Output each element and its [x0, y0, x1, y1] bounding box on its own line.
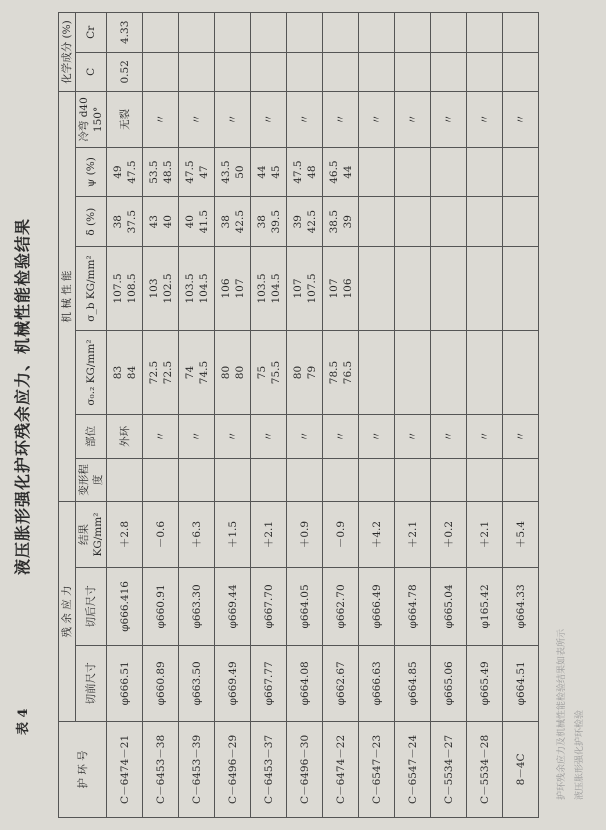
cell-bend: 〃: [143, 92, 179, 148]
cell-before: φ664.85: [395, 645, 431, 721]
cell-cr: [215, 13, 251, 53]
cell-c: [251, 52, 287, 91]
table-row: [215, 13, 251, 818]
cell-sb: [395, 246, 431, 330]
cell-sb: [503, 246, 539, 330]
cell-before: φ662.67: [323, 645, 359, 721]
header-psi: ψ (%): [76, 147, 107, 197]
cell-delta: 38.5 39: [323, 197, 359, 247]
cell-delta: [395, 197, 431, 247]
cell-s02: 80 80: [215, 331, 251, 415]
table-row: [323, 13, 359, 818]
cell-s02: [503, 331, 539, 415]
cell-psi: [395, 147, 431, 197]
cell-deform: [143, 458, 179, 502]
results-table: [58, 12, 539, 818]
cell-deform: [287, 458, 323, 502]
cell-after: φ664.33: [503, 567, 539, 645]
cell-before: φ665.06: [431, 645, 467, 721]
cell-result: ＋2.8: [107, 502, 143, 568]
cell-ring: C－6453－38: [143, 721, 179, 817]
cell-delta: [359, 197, 395, 247]
header-ring-no: 护 环 号: [59, 721, 107, 817]
cell-cr: [323, 13, 359, 53]
cell-psi: 49 47.5: [107, 147, 143, 197]
cell-psi: 46.5 44: [323, 147, 359, 197]
cell-ring: C－6453－37: [251, 721, 287, 817]
cell-result: ＋6.3: [179, 502, 215, 568]
cell-position: 〃: [431, 415, 467, 459]
cell-c: [323, 52, 359, 91]
cell-sb: 107 106: [323, 246, 359, 330]
cell-ring: C－6496－30: [287, 721, 323, 817]
cell-sb: 107 107.5: [287, 246, 323, 330]
cell-bend: 〃: [251, 92, 287, 148]
margin-line: 液压胀形强化护环检验: [575, 709, 585, 800]
cell-position: 外环: [107, 415, 143, 459]
header-cr: Cr: [76, 13, 107, 53]
cell-after: φ663.30: [179, 567, 215, 645]
cell-ring: C－5534－27: [431, 721, 467, 817]
cell-position: 〃: [359, 415, 395, 459]
cell-position: 〃: [143, 415, 179, 459]
cell-delta: [431, 197, 467, 247]
cell-s02: 75 75.5: [251, 331, 287, 415]
cell-result: ＋4.2: [359, 502, 395, 568]
cell-delta: 40 41.5: [179, 197, 215, 247]
cell-ring: C－5534－28: [467, 721, 503, 817]
cell-psi: 47.5 48: [287, 147, 323, 197]
cell-position: 〃: [323, 415, 359, 459]
cell-c: [143, 52, 179, 91]
cell-position: 〃: [395, 415, 431, 459]
cell-bend: 〃: [431, 92, 467, 148]
cell-cr: [179, 13, 215, 53]
header-c: C: [76, 52, 107, 91]
margin-line: 护环残余应力及机械性能检验结果如表所示: [557, 628, 567, 800]
cell-delta: [503, 197, 539, 247]
cell-ring: C－6453－39: [179, 721, 215, 817]
cell-before: φ663.50: [179, 645, 215, 721]
cell-after: φ165.42: [467, 567, 503, 645]
cell-psi: [503, 147, 539, 197]
cell-c: [503, 52, 539, 91]
table-number: 表 4: [16, 708, 31, 735]
cell-delta: 38 37.5: [107, 197, 143, 247]
table-row: [395, 13, 431, 818]
cell-deform: [467, 458, 503, 502]
cell-before: φ665.49: [467, 645, 503, 721]
cell-before: φ666.63: [359, 645, 395, 721]
cell-bend: 无裂: [107, 92, 143, 148]
cell-after: φ666.416: [107, 567, 143, 645]
cell-deform: [359, 458, 395, 502]
table-row: [467, 13, 503, 818]
cell-cr: [143, 13, 179, 53]
cell-before: φ669.49: [215, 645, 251, 721]
cell-s02: 74 74.5: [179, 331, 215, 415]
header-sigmab: σ_b KG/mm²: [76, 246, 107, 330]
cell-deform: [323, 458, 359, 502]
table-row: [431, 13, 467, 818]
cell-after: φ667.70: [251, 567, 287, 645]
cell-cr: [467, 13, 503, 53]
cell-deform: [251, 458, 287, 502]
cell-s02: [359, 331, 395, 415]
cell-position: 〃: [215, 415, 251, 459]
cell-position: 〃: [503, 415, 539, 459]
cell-position: 〃: [287, 415, 323, 459]
cell-bend: 〃: [359, 92, 395, 148]
table-row: [179, 13, 215, 818]
cell-delta: 39 42.5: [287, 197, 323, 247]
cell-c: 0.52: [107, 52, 143, 91]
cell-after: φ666.49: [359, 567, 395, 645]
cell-result: ＋2.1: [395, 502, 431, 568]
cell-s02: [395, 331, 431, 415]
cell-cr: [395, 13, 431, 53]
cell-after: φ664.05: [287, 567, 323, 645]
cell-c: [215, 52, 251, 91]
cell-result: ＋2.1: [251, 502, 287, 568]
cell-bend: 〃: [395, 92, 431, 148]
cell-c: [359, 52, 395, 91]
cell-deform: [395, 458, 431, 502]
cell-before: φ664.51: [503, 645, 539, 721]
header-position: 部位: [76, 415, 107, 459]
cell-ring: 8－4C: [503, 721, 539, 817]
cell-psi: [359, 147, 395, 197]
cell-result: ＋5.4: [503, 502, 539, 568]
cell-result: ＋0.9: [287, 502, 323, 568]
header-residual-stress: 残 余 应 力: [59, 502, 76, 722]
cell-psi: 47.5 47: [179, 147, 215, 197]
faded-margin-text: [548, 0, 606, 830]
cell-cr: [503, 13, 539, 53]
cell-s02: [431, 331, 467, 415]
cell-result: ＋0.2: [431, 502, 467, 568]
cell-sb: 107.5 108.5: [107, 246, 143, 330]
cell-bend: 〃: [467, 92, 503, 148]
header-deform-degree: 变形程度: [76, 458, 107, 502]
cell-deform: [431, 458, 467, 502]
cell-c: [179, 52, 215, 91]
cell-sb: [359, 246, 395, 330]
header-sigma02: σ₀.₂ KG/mm²: [76, 331, 107, 415]
header-after-size: 切后尺寸: [76, 567, 107, 645]
header-before-size: 切前尺寸: [76, 645, 107, 721]
cell-position: 〃: [251, 415, 287, 459]
cell-deform: [215, 458, 251, 502]
cell-after: φ660.91: [143, 567, 179, 645]
cell-ring: C－6547－24: [395, 721, 431, 817]
cell-delta: 38 39.5: [251, 197, 287, 247]
cell-before: φ667.77: [251, 645, 287, 721]
cell-psi: [467, 147, 503, 197]
cell-sb: 103.5 104.5: [251, 246, 287, 330]
header-delta: δ (%): [76, 197, 107, 247]
table-row: [143, 13, 179, 818]
cell-s02: [467, 331, 503, 415]
cell-bend: 〃: [215, 92, 251, 148]
cell-psi: [431, 147, 467, 197]
cell-cr: [251, 13, 287, 53]
cell-result: －0.6: [143, 502, 179, 568]
cell-s02: 83 84: [107, 331, 143, 415]
cell-c: [287, 52, 323, 91]
cell-bend: 〃: [503, 92, 539, 148]
cell-position: 〃: [467, 415, 503, 459]
cell-before: φ660.89: [143, 645, 179, 721]
table-row: [359, 13, 395, 818]
cell-before: φ666.51: [107, 645, 143, 721]
cell-sb: 103 102.5: [143, 246, 179, 330]
cell-position: 〃: [179, 415, 215, 459]
cell-result: －0.9: [323, 502, 359, 568]
header-chem: 化学成分 (%): [59, 13, 76, 92]
cell-after: φ662.70: [323, 567, 359, 645]
cell-after: φ669.44: [215, 567, 251, 645]
cell-sb: 106 107: [215, 246, 251, 330]
cell-s02: 78.5 76.5: [323, 331, 359, 415]
header-mechanical: 机 械 性 能: [59, 92, 76, 502]
cell-bend: 〃: [179, 92, 215, 148]
cell-c: [431, 52, 467, 91]
table-title: 液压胀形强化护环残余应力、机械性能检验结果: [13, 217, 32, 575]
cell-ring: C－6547－23: [359, 721, 395, 817]
table-caption: [0, 0, 60, 830]
cell-c: [467, 52, 503, 91]
cell-ring: C－6496－29: [215, 721, 251, 817]
table-row: [287, 13, 323, 818]
cell-sb: 103.5 104.5: [179, 246, 215, 330]
cell-s02: 72.5 72.5: [143, 331, 179, 415]
cell-delta: 38 42.5: [215, 197, 251, 247]
cell-c: [395, 52, 431, 91]
table-row: [503, 13, 539, 818]
cell-psi: 53.5 48.5: [143, 147, 179, 197]
cell-cr: 4.33: [107, 13, 143, 53]
header-result: 结果 KG/mm²: [76, 502, 107, 568]
cell-after: φ665.04: [431, 567, 467, 645]
cell-deform: [107, 458, 143, 502]
table-row: [251, 13, 287, 818]
cell-sb: [431, 246, 467, 330]
cell-bend: 〃: [323, 92, 359, 148]
cell-psi: 43.5 50: [215, 147, 251, 197]
header-bend: 冷弯 d40 150°: [76, 92, 107, 148]
cell-bend: 〃: [287, 92, 323, 148]
cell-cr: [359, 13, 395, 53]
cell-cr: [431, 13, 467, 53]
cell-deform: [503, 458, 539, 502]
cell-ring: C－6474－22: [323, 721, 359, 817]
table-row: [107, 13, 143, 818]
cell-delta: [467, 197, 503, 247]
cell-s02: 80 79: [287, 331, 323, 415]
cell-psi: 44 45: [251, 147, 287, 197]
cell-sb: [467, 246, 503, 330]
cell-deform: [179, 458, 215, 502]
cell-before: φ664.08: [287, 645, 323, 721]
cell-result: ＋2.1: [467, 502, 503, 568]
cell-delta: 43 40: [143, 197, 179, 247]
cell-after: φ664.78: [395, 567, 431, 645]
cell-ring: C－6474－21: [107, 721, 143, 817]
cell-cr: [287, 13, 323, 53]
cell-result: ＋1.5: [215, 502, 251, 568]
